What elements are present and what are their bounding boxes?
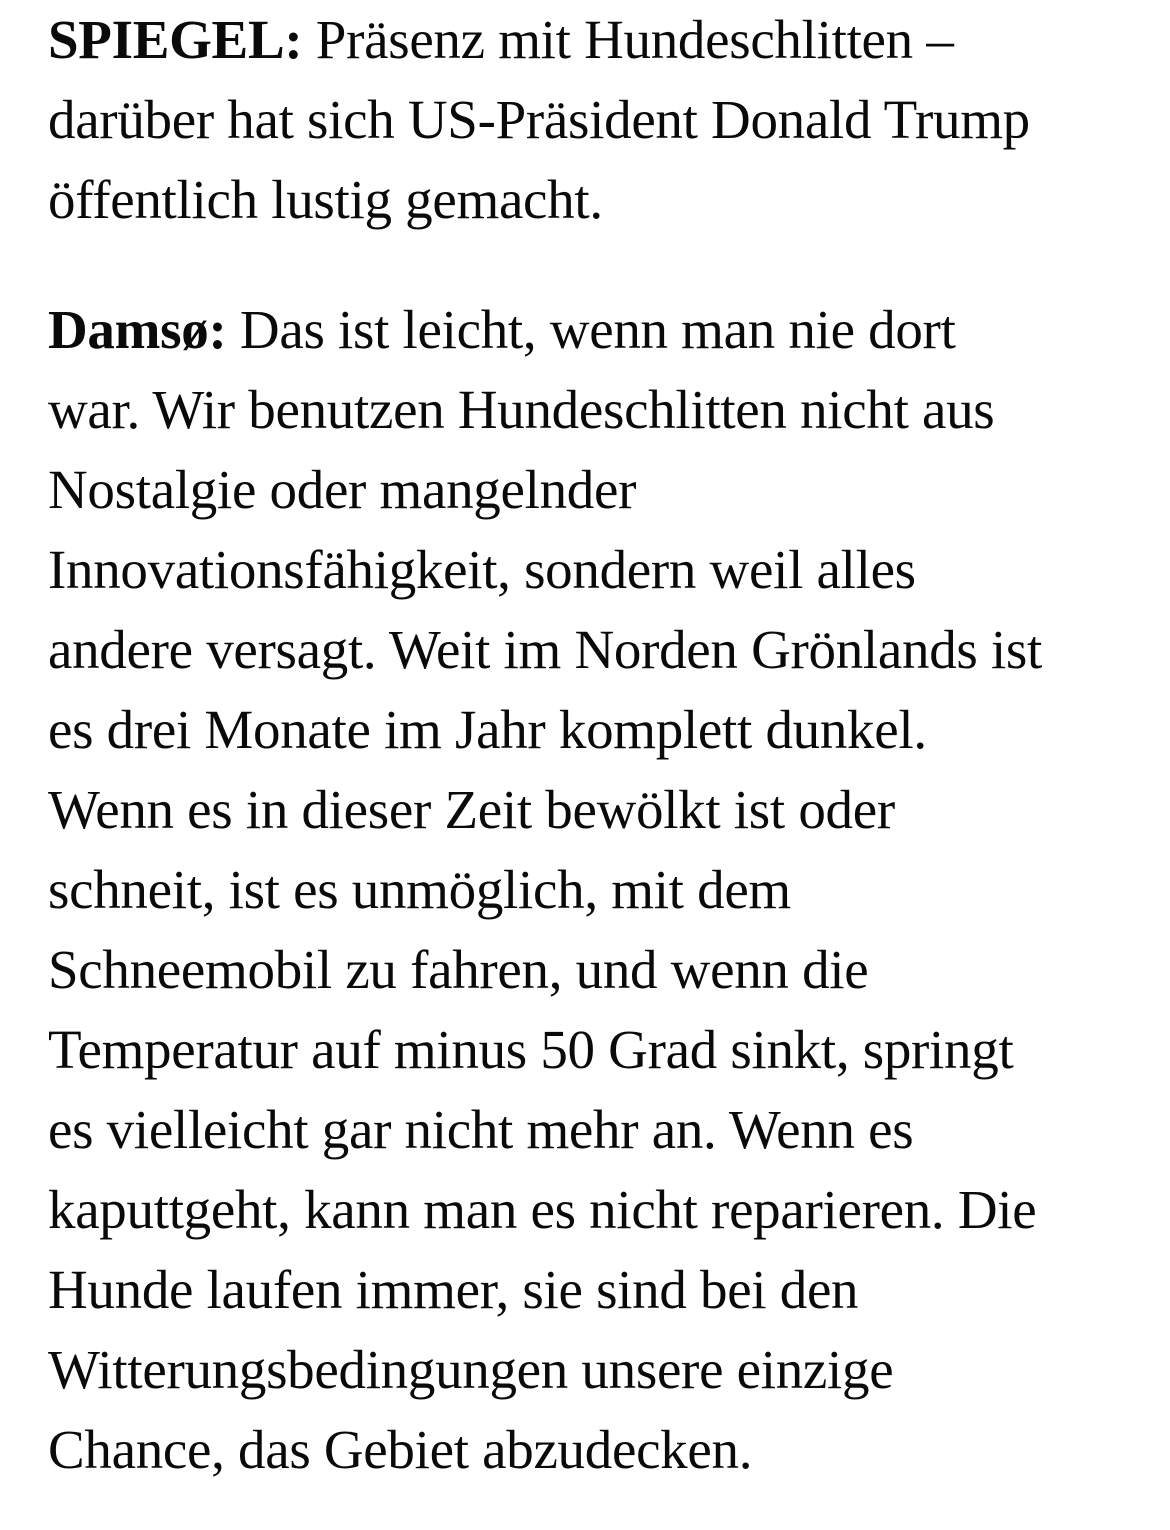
text-line: es vielleicht gar nicht mehr an. Wenn es xyxy=(48,1099,914,1160)
text-line-content: Das ist leicht, wenn man nie dort xyxy=(239,299,956,360)
text-line: war. Wir benutzen Hundeschlitten nicht aus xyxy=(48,379,995,440)
text-line: schneit, ist es unmöglich, mit dem xyxy=(48,859,791,920)
paragraph-spiegel-question xyxy=(48,0,1130,240)
speaker-label-spiegel: SPIEGEL: xyxy=(48,9,303,70)
text-line xyxy=(48,290,1130,370)
text-line: darüber hat sich US-Präsident Donald Trump xyxy=(48,89,1030,150)
paragraph-damso-answer xyxy=(48,290,1130,1490)
speaker-label-damso: Damsø: xyxy=(48,299,227,360)
text-line: Hunde laufen immer, sie sind bei den xyxy=(48,1259,859,1320)
text-line: es drei Monate im Jahr komplett dunkel. xyxy=(48,699,927,760)
text-line: Schneemobil zu fahren, und wenn die xyxy=(48,939,869,1000)
text-line-content: Präsenz mit Hundeschlitten – xyxy=(315,9,954,70)
text-line: Wenn es in dieser Zeit bewölkt ist oder xyxy=(48,779,895,840)
text-line: Innovationsfähigkeit, sondern weil alles xyxy=(48,539,916,600)
text-line: kaputtgeht, kann man es nicht reparieren. Die xyxy=(48,1179,1037,1240)
text-line: Witterungsbedingungen unsere einzige xyxy=(48,1339,894,1400)
text-line: Nostalgie oder mangelnder xyxy=(48,459,637,520)
text-line xyxy=(48,0,1130,80)
text-line: Chance, das Gebiet abzudecken. xyxy=(48,1419,753,1480)
text-line: öffentlich lustig gemacht. xyxy=(48,169,603,230)
text-line: Temperatur auf minus 50 Grad sinkt, springt xyxy=(48,1019,1014,1080)
text-line: andere versagt. Weit im Norden Grönlands ist xyxy=(48,619,1043,680)
